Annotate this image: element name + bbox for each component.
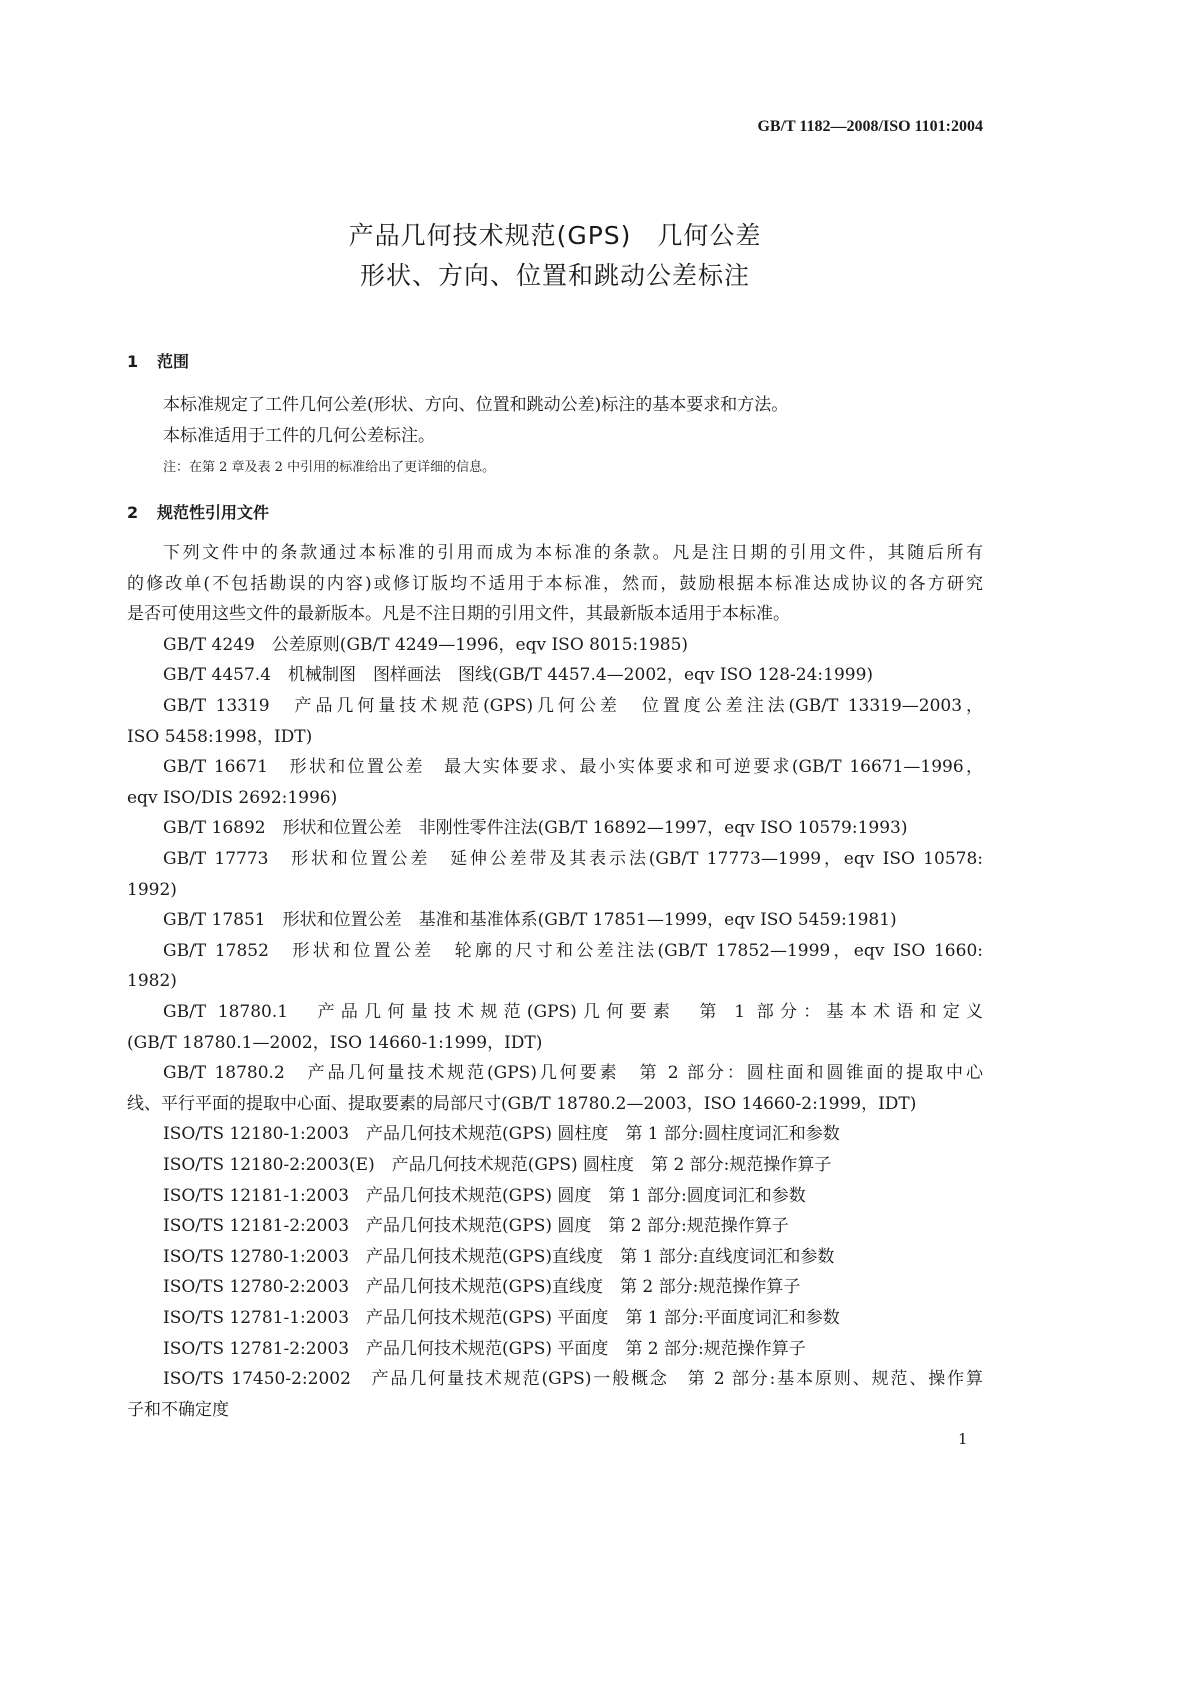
reference-entry: ISO/TS 17450-2:2002 产品几何量技术规范(GPS)一般概念 第 2 部分:基本原则、规范、操作算 [163, 1369, 983, 1389]
reference-entry: ISO/TS 12180-2:2003(E) 产品几何技术规范(GPS) 圆柱度 第 2 部分:规范操作算子 [163, 1155, 832, 1175]
reference-continuation: 1982) [127, 971, 177, 991]
note: 注：在第 2 章及表 2 中引用的标准给出了更详细的信息。 [163, 460, 496, 475]
reference-entry: ISO/TS 12181-2:2003 产品几何技术规范(GPS) 圆度 第 2 部分:规范操作算子 [163, 1216, 789, 1236]
reference-entry: ISO/TS 12780-2:2003 产品几何技术规范(GPS)直线度 第 2 部分:规范操作算子 [163, 1277, 801, 1297]
section-number: 2 [127, 503, 139, 522]
page-number: 1 [958, 1430, 968, 1448]
section-number: 1 [127, 352, 139, 371]
document-title-line2: 形状、方向、位置和跳动公差标注 [359, 261, 750, 290]
reference-continuation: 的修改单(不包括勘误的内容)或修订版均不适用于本标准，然而，鼓励根据本标准达成协议的各方研究 [127, 574, 983, 594]
standard-number: GB/T 1182—2008/ISO 1101:2004 [757, 118, 983, 135]
section-heading [127, 500, 269, 523]
reference-entry: GB/T 13319 产品几何量技术规范(GPS)几何公差 位置度公差注法(GB/T 13319—2003， [163, 696, 983, 716]
reference-continuation: 是否可使用这些文件的最新版本。凡是不注日期的引用文件，其最新版本适用于本标准。 [127, 604, 790, 624]
reference-entry: GB/T 17851 形状和位置公差 基准和基准体系(GB/T 17851—1999，eqv ISO 5459:1981) [163, 910, 897, 930]
reference-entry: GB/T 17852 形状和位置公差 轮廓的尺寸和公差注法(GB/T 17852—1999，eqv ISO 1660: [163, 941, 983, 961]
section-title: 范围 [157, 352, 190, 371]
reference-entry: GB/T 4249 公差原则(GB/T 4249—1996，eqv ISO 8015:1985) [163, 635, 689, 655]
reference-entry: GB/T 18780.2 产品几何量技术规范(GPS)几何要素 第 2 部分：圆柱面和圆锥面的提取中心 [163, 1063, 983, 1083]
reference-entry: GB/T 17773 形状和位置公差 延伸公差带及其表示法(GB/T 17773—1999，eqv ISO 10578: [163, 849, 983, 869]
section-heading [127, 349, 189, 372]
reference-entry: ISO/TS 12781-2:2003 产品几何技术规范(GPS) 平面度 第 2 部分:规范操作算子 [163, 1339, 806, 1359]
reference-entry: ISO/TS 12781-1:2003 产品几何技术规范(GPS) 平面度 第 1 部分:平面度词汇和参数 [163, 1308, 840, 1328]
reference-continuation: (GB/T 18780.1—2002，ISO 14660-1:1999，IDT) [127, 1033, 543, 1053]
reference-entry: ISO/TS 12780-1:2003 产品几何技术规范(GPS)直线度 第 1 部分:直线度词汇和参数 [163, 1247, 835, 1267]
reference-entry: ISO/TS 12180-1:2003 产品几何技术规范(GPS) 圆柱度 第 1 部分:圆柱度词汇和参数 [163, 1124, 840, 1144]
reference-continuation: ISO 5458:1998，IDT) [127, 727, 313, 747]
section-title: 规范性引用文件 [157, 503, 270, 522]
reference-entry: ISO/TS 12181-1:2003 产品几何技术规范(GPS) 圆度 第 1 部分:圆度词汇和参数 [163, 1186, 806, 1206]
reference-continuation: 线、平行平面的提取中心面、提取要素的局部尺寸(GB/T 18780.2—2003，ISO 14660-2:1999，IDT) [127, 1094, 917, 1114]
document-title-line1: 产品几何技术规范(GPS) 几何公差 [348, 221, 762, 250]
paragraph: 本标准规定了工件几何公差(形状、方向、位置和跳动公差)标注的基本要求和方法。 [163, 395, 789, 415]
reference-entry: GB/T 4457.4 机械制图 图样画法 图线(GB/T 4457.4—2002，eqv ISO 128-24:1999) [163, 665, 874, 685]
reference-continuation: 子和不确定度 [127, 1400, 229, 1420]
reference-continuation: eqv ISO/DIS 2692:1996) [127, 788, 338, 808]
reference-continuation: 1992) [127, 880, 177, 900]
reference-entry: GB/T 16892 形状和位置公差 非刚性零件注法(GB/T 16892—1997，eqv ISO 10579:1993) [163, 818, 908, 838]
reference-entry: 下列文件中的条款通过本标准的引用而成为本标准的条款。凡是注日期的引用文件，其随后所有 [163, 543, 983, 563]
reference-entry: GB/T 18780.1 产品几何量技术规范(GPS)几何要素 第 1 部分：基本术语和定义 [163, 1002, 983, 1022]
paragraph: 本标准适用于工件的几何公差标注。 [163, 426, 435, 446]
reference-entry: GB/T 16671 形状和位置公差 最大实体要求、最小实体要求和可逆要求(GB/T 16671—1996， [163, 757, 983, 777]
